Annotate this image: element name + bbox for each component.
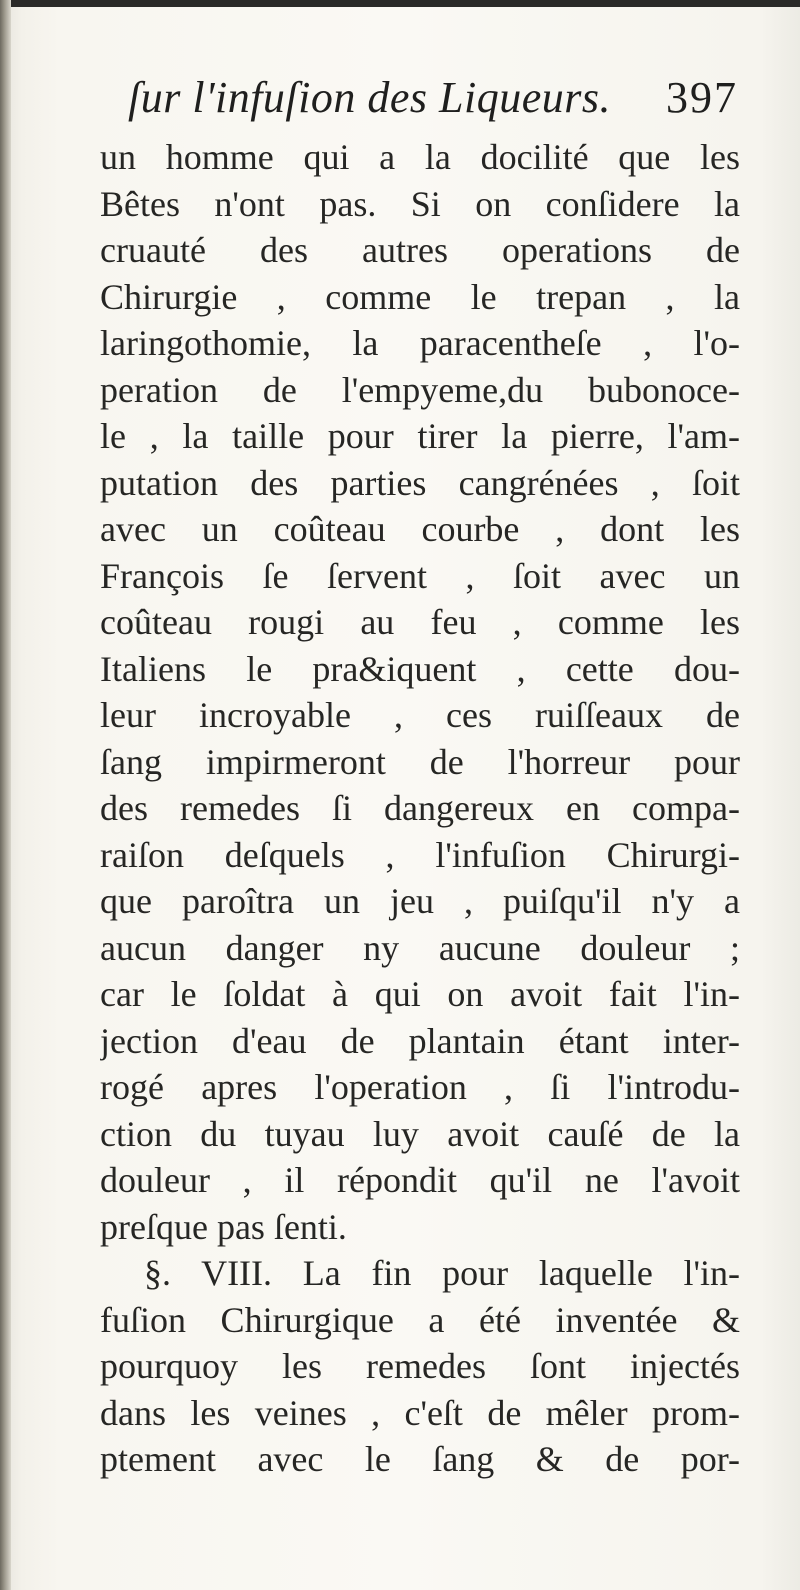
text-line: peration de l'empyeme,du bubonoce- <box>100 369 740 410</box>
section-heading-line: §. VIII. La fin pour laquelle l'in- <box>144 1253 740 1293</box>
page-top-edge <box>0 0 800 7</box>
body-text <box>100 134 740 1483</box>
text-line: pourquoy les remedes ſont injectés <box>100 1346 740 1386</box>
text-line: leur incroyable , ces ruiſſeaux de <box>100 695 740 735</box>
text-line: laringothomie, la paracentheſe , l'o- <box>100 323 740 363</box>
text-line: que paroîtra un jeu , puiſqu'il n'y a <box>100 881 740 921</box>
text-line: Italiens le pra&iquent , cette dou- <box>100 648 740 689</box>
text-line: car le ſoldat à qui on avoit fait l'in- <box>100 974 740 1014</box>
text-line: coûteau rougi au feu , comme les <box>100 602 740 642</box>
text-line: preſque pas ſenti. <box>100 1206 347 1247</box>
text-line: François ſe ſervent , ſoit avec un <box>100 555 740 596</box>
text-line: raiſon deſquels , l'infuſion Chirurgi- <box>100 834 740 875</box>
text-line: des remedes ſi dangereux en compa- <box>100 788 740 828</box>
text-line: Bêtes n'ont pas. Si on conſidere la <box>100 183 740 224</box>
text-line: rogé apres l'operation , ſi l'introdu- <box>100 1067 740 1107</box>
text-line: putation des parties cangrénées , ſoit <box>100 462 740 503</box>
text-line: dans les veines , c'eſt de mêler prom- <box>100 1392 740 1433</box>
text-line: douleur , il répondit qu'il ne l'avoit <box>100 1160 740 1200</box>
text-line: ſang impirmeront de l'horreur pour <box>100 741 740 782</box>
text-line: un homme qui a la docilité que les <box>100 137 740 177</box>
text-line: fuſion Chirurgique a été inventée & <box>100 1299 740 1340</box>
page-number: 397 <box>666 73 738 122</box>
page-binding-edge <box>0 0 11 1590</box>
text-line: cruauté des autres operations de <box>100 230 740 270</box>
text-line: jection d'eau de plantain étant inter- <box>100 1020 740 1061</box>
text-line: ction du tuyau luy avoit cauſé de la <box>100 1113 740 1154</box>
running-title: ſur l'infuſion des Liqueurs. <box>128 73 612 122</box>
text-line: ptement avec le ſang & de por- <box>100 1439 740 1479</box>
text-line: le , la taille pour tirer la pierre, l'am- <box>100 416 740 456</box>
text-line: Chirurgie , comme le trepan , la <box>100 276 740 317</box>
running-head <box>128 72 738 132</box>
text-line: avec un coûteau courbe , dont les <box>100 509 740 549</box>
text-line: aucun danger ny aucune douleur ; <box>100 927 740 968</box>
